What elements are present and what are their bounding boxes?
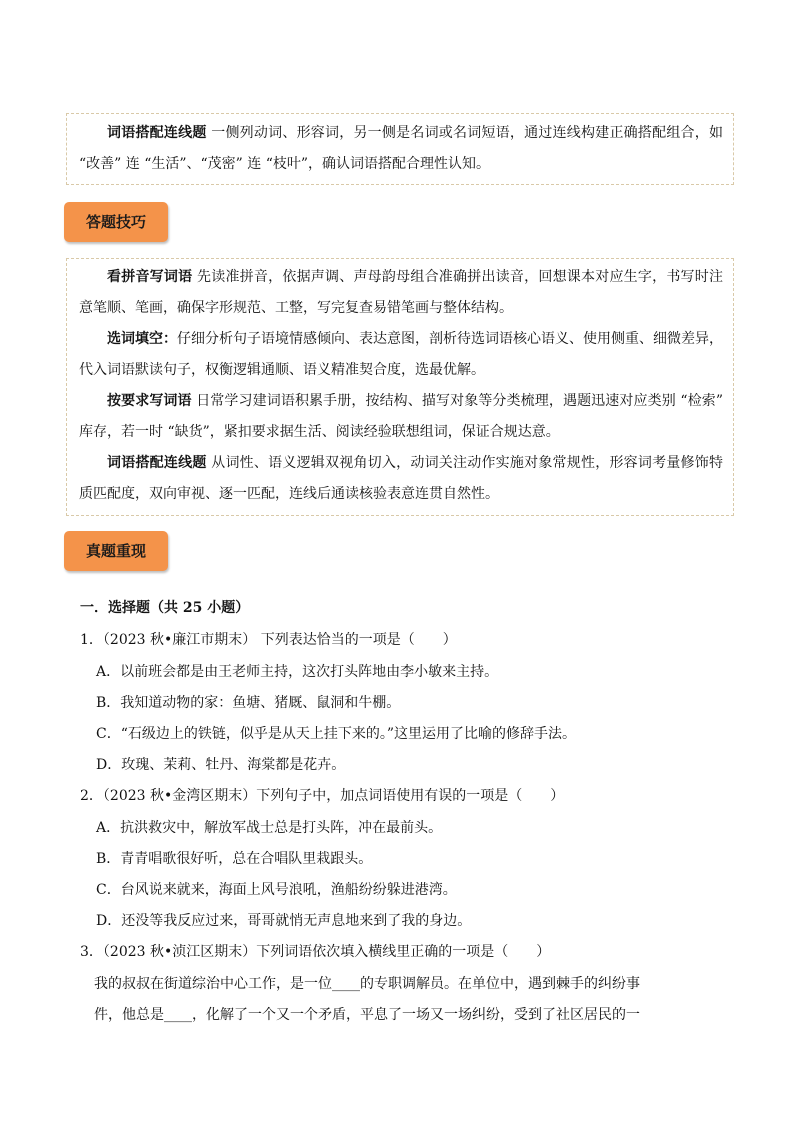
question-2-option-b: B．青青唱歌很好听，总在合唱队里栽跟头。 (96, 851, 373, 867)
question-1-option-b: B．我知道动物的家：鱼塘、猪厩、鼠洞和牛棚。 (96, 695, 401, 711)
tip-paragraph (79, 324, 723, 386)
tip-text: 先读准拼音，依据声调、声母韵母组合准确拼出读音，回想课本对应生字，书写时注意笔顺、笔画，确保字形规范、工整，写完复查易错笔画与整体结构。 (79, 269, 724, 316)
question-2-stem: 2．（2023 秋•金湾区期末）下列句子中，加点词语使用有误的一项是（ ） (80, 788, 565, 804)
question-2-option-a: A．抗洪救灾中，解放军战士总是打头阵，冲在最前头。 (96, 820, 443, 836)
question-1-stem: 1．（2023 秋•廉江市期末） 下列表达恰当的一项是（ ） (80, 632, 457, 648)
intro-box (66, 113, 734, 185)
question-1-option-c: C．“石级边上的铁链，似乎是从天上挂下来的。”这里运用了比喻的修辞手法。 (96, 726, 577, 742)
tip-text: 从词性、语义逻辑双视角切入，动词关注动作实施对象常规性，形容词考量修饰特质匹配度，双向审视、逐一匹配，连线后通读核验表意连贯自然性。 (79, 455, 724, 502)
intro-paragraph (79, 118, 723, 180)
question-1-option-a: A．以前班会都是由王老师主持，这次打头阵地由李小敏来主持。 (96, 664, 499, 680)
question-3-stem: 3．（2023 秋•浈江区期末）下列词语依次填入横线里正确的一项是（ ） (80, 944, 551, 960)
tip-label: 看拼音写词语 (107, 269, 193, 285)
tips-tag: 答题技巧 (64, 202, 168, 242)
question-2-option-d: D．还没等我反应过来，哥哥就悄无声息地来到了我的身边。 (96, 913, 472, 929)
tip-text: 日常学习建词语积累手册，按结构、描写对象等分类梳理，遇题迅速对应类别 “检索” 库存，若一时 “缺货”，紧扣要求据生活、阅读经验联想组词，保证合规达意。 (79, 393, 723, 440)
question-3-passage-line-1: 我的叔叔在街道综治中心工作，是一位____的专职调解员。在单位中，遇到棘手的纠纷事 (94, 976, 640, 992)
intro-text: 一侧列动词、形容词，另一侧是名词或名词短语，通过连线构建正确搭配组合，如 “改善” 连 “生活”、“茂密” 连 “枝叶”，确认词语搭配合理性认知。 (79, 125, 724, 172)
tip-paragraph (79, 386, 723, 448)
question-3-passage-line-2: 件，他总是____，化解了一个又一个矛盾，平息了一场又一场纠纷，受到了社区居民的一 (94, 1007, 640, 1023)
tip-text: 仔细分析句子语境情感倾向、表达意图，剖析待选词语核心语义、使用侧重、细微差异，代入词语默读句子，权衡逻辑通顺、语义精准契合度，选最优解。 (79, 331, 723, 378)
tips-box (66, 258, 734, 516)
real-exam-tag: 真题重现 (64, 531, 168, 571)
tip-paragraph (79, 262, 723, 324)
section-title: 一．选择题（共 25 小题） (80, 600, 250, 616)
tip-label: 词语搭配连线题 (107, 455, 207, 471)
tip-label: 按要求写词语 (107, 393, 192, 409)
tip-label: 选词填空： (107, 331, 177, 347)
tip-paragraph (79, 448, 723, 510)
question-1-option-d: D．玫瑰、茉莉、牡丹、海棠都是花卉。 (96, 757, 346, 773)
question-2-option-c: C．台风说来就来，海面上风号浪吼，渔船纷纷躲进港湾。 (96, 882, 457, 898)
intro-label: 词语搭配连线题 (107, 125, 207, 141)
